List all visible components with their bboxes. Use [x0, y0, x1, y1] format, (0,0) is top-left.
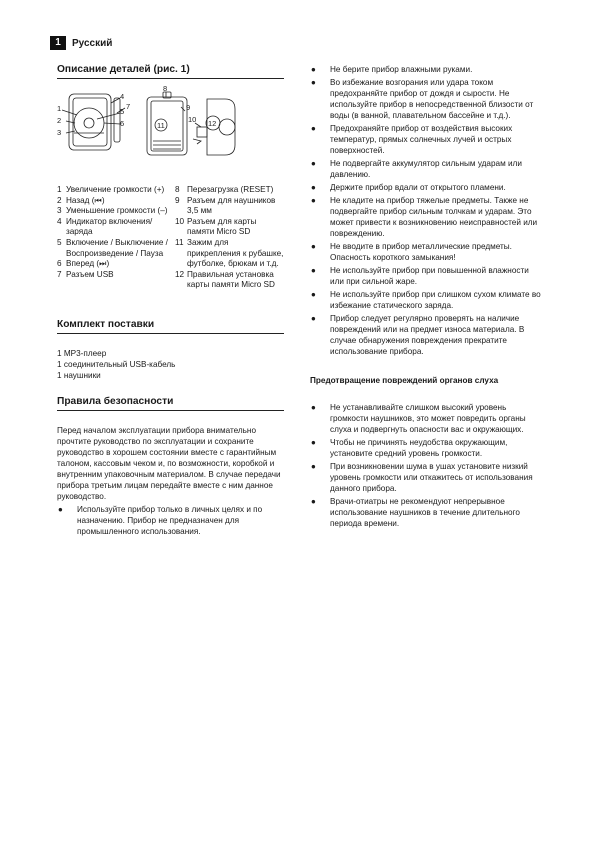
bullet-icon: ● [311, 462, 316, 471]
list-item: ● Предохраняйте прибор от воздействия высоких температур, прямых солнечных лучей и острых поверхностей. [311, 124, 513, 155]
bullet-icon: ● [311, 183, 316, 192]
bullet-icon: ● [311, 124, 316, 133]
list-item: ● Врачи-отиатры не рекомендуют непрерывное использование наушников в течение длительного периода времени. [311, 497, 520, 528]
part-item: 10 Разъем для карты памяти Micro SD [175, 216, 257, 237]
device-diagram [57, 84, 284, 171]
diagram-label-10: 10 [188, 115, 197, 124]
list-item: ● Используйте прибор только в личных целях и по назначению. Прибор не предназначен для промышленного использования. [58, 504, 263, 536]
part-item: 12 Правильная установка карты памяти Micro SD [175, 269, 275, 290]
part-item: 2 Назад (⏮) [57, 195, 105, 205]
device-figure [57, 84, 284, 171]
kit-item: 1 наушники [57, 370, 101, 380]
bullet-icon: ● [311, 266, 316, 275]
list-item: ● Не берите прибор влажными руками. [311, 65, 473, 74]
list-item: ● Во избежание возгорания или удара током предохраняйте прибор от дождя и сырости. Не используйте прибор в непосредственной близости от воды (в ванной, плавательном бассейне и т.д.). [311, 78, 534, 120]
part-item: 5 Включение / Выключение / Воспроизведение / Пауза [57, 237, 168, 258]
list-item: ● Не подвергайте аккумулятор сильным ударам или давлению. [311, 159, 522, 179]
part-item: 11 Зажим для прикрепления к рубашке, футболке, брюкам и т.д. [175, 237, 284, 269]
left-column [57, 64, 284, 539]
diagram-label-1: 1 [57, 104, 62, 113]
right-column [310, 64, 542, 531]
list-item: ● Чтобы не причинять неудобства окружающим, установите средний уровень громкости. [311, 438, 508, 458]
list-item: ● Не используйте прибор при повышенной влажности или при сильной жаре. [311, 266, 529, 286]
language-label: Русский [72, 37, 113, 49]
parts-list [57, 185, 284, 291]
diagram-label-7: 7 [126, 102, 131, 111]
diagram-label-8: 8 [163, 84, 168, 93]
page-number: 1 [50, 36, 66, 50]
parts-list-left [57, 185, 175, 291]
bullet-icon: ● [311, 159, 316, 168]
diagram-label-12: 12 [208, 119, 217, 128]
safety-intro: Перед началом эксплуатации прибора внимательно прочтите руководство по эксплуатации и сохраните руководство в хорошем состоянии вместе с гарантийным талоном, кассовым чеком и, по возможности, коробкой и внутренним упаковочным материалом. В случае передачи прибора третьим лицам передайте вместе с ним данное руководство. [57, 425, 281, 501]
part-item: 1 Увеличение громкости (+) [57, 185, 165, 194]
bullet-icon: ● [311, 497, 316, 506]
kit-list [57, 348, 284, 381]
list-item: ● Не используйте прибор при слишком сухом климате во избежание статического заряда. [311, 290, 541, 310]
diagram-label-2: 2 [57, 116, 62, 125]
kit-item: 1 MP3-плеер [57, 348, 107, 358]
parts-list-right [175, 185, 284, 291]
list-item: ● Держите прибор вдали от открытого пламени. [311, 183, 506, 192]
hearing-title: Предотвращение повреждений органов слуха [310, 376, 499, 385]
bullet-icon: ● [311, 290, 316, 299]
part-item: 6 Вперед (⏭) [57, 259, 110, 269]
bullet-icon: ● [311, 314, 316, 323]
diagram-label-5: 5 [120, 107, 125, 116]
part-item: 3 Уменьшение громкости (–) [57, 206, 168, 216]
page-header [50, 36, 112, 50]
part-item: 7 Разъем USB [57, 269, 114, 279]
safety-list-left [57, 504, 284, 537]
kit-title: Комплект поставки [57, 319, 284, 334]
safety-title: Правила безопасности [57, 396, 284, 411]
list-item: ● Прибор следует регулярно проверять на наличие повреждений или на предмет износа материала. В случае обнаружения повреждения прекратите использование прибора. [311, 314, 525, 356]
diagram-label-4: 4 [120, 92, 125, 101]
bullet-icon: ● [311, 242, 316, 251]
bullet-icon: ● [311, 78, 316, 87]
bullet-icon: ● [311, 65, 316, 74]
safety-list-right [310, 64, 542, 357]
description-title: Описание деталей (рис. 1) [57, 64, 284, 79]
bullet-icon: ● [311, 438, 316, 447]
diagram-label-9: 9 [186, 103, 191, 112]
bullet-icon: ● [58, 504, 63, 514]
hearing-list [310, 402, 542, 529]
list-item: ● Не устанавливайте слишком высокий уровень громкости наушников, это может повредить органы слуха и подвергнуть опасности вас и окружающих. [311, 403, 526, 434]
diagram-label-11: 11 [157, 121, 165, 130]
list-item: ● Не кладите на прибор тяжелые предметы. Также не подвергайте прибор сильным толчкам и ударам. Это может привести к возникновению неисправностей или повреждению. [311, 196, 538, 238]
diagram-label-6: 6 [120, 119, 125, 128]
list-item: ● Не вводите в прибор металлические предметы. Опасность короткого замыкания! [311, 242, 512, 262]
part-item: 9 Разъем для наушников 3,5 мм [175, 195, 276, 216]
bullet-icon: ● [311, 403, 316, 412]
kit-item: 1 соединительный USB-кабель [57, 359, 176, 369]
list-item: ● При возникновении шума в ушах установите низкий уровень громкости или откажитесь от использования данного прибора. [311, 462, 533, 493]
diagram-label-3: 3 [57, 128, 62, 137]
part-item: 8 Перезагрузка (RESET) [175, 185, 274, 194]
part-item: 4 Индикатор включения/заряда [57, 216, 153, 237]
bullet-icon: ● [311, 196, 316, 205]
